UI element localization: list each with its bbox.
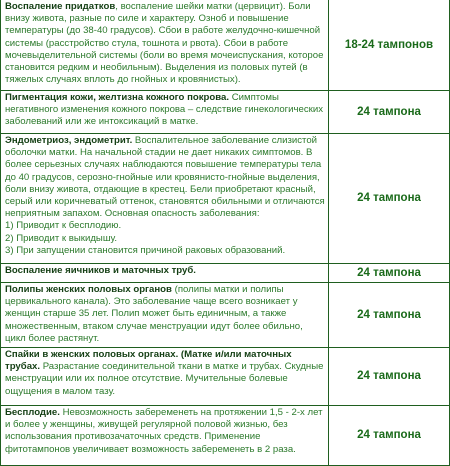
condition-description — [1, 91, 329, 134]
condition-description — [1, 348, 329, 406]
condition-description — [1, 283, 329, 348]
condition-description — [1, 264, 329, 283]
table-row — [1, 264, 450, 283]
condition-description — [1, 406, 329, 466]
condition-title: Полипы женских половых органов — [5, 284, 172, 295]
condition-title: Бесплодие. — [5, 407, 60, 419]
tampon-count: 24 тампона — [329, 406, 450, 466]
condition-description — [1, 0, 329, 91]
condition-text: , воспаление шейки матки (цервицит). Боли внизу живота, разные по силе и характеру. Озноб и повышение температуры (до 38-40 градусов). Сбои в работе желудочно-кишечной системы (расстройство стула, тошнота и рвота). Сбои в работе мочевыделительной системы (боли во время мочеиспускания, которое становится редким и необильным). Выделения из половых путей (в тяжелых случаях вплоть до гнойных и кровянистых). — [5, 1, 324, 86]
condition-text: Симптомы негативного изменения кожного покрова – следствие гинекологических заболеваний или же интоксикаций в матке. — [5, 92, 323, 128]
table-row — [1, 283, 450, 348]
list-item: 2) Приводит к выкидышу. — [5, 232, 118, 244]
list-item: 1) Приводит к бесплодию. — [5, 220, 122, 232]
condition-text: Воспалительное заболевание слизистой оболочки матки. На начальной стадии не дает никаких симптомов. В более серьезных случаях наблюдаются повышение температуры тела до 40 градусов, серозно-гнойные или кровянисто-гнойные выделения, боли внизу живота, отдающие в крестец. Бели приобретают красный, серый или коричневатый оттенок, становятся обильными и отличаются неприятным запахом. Основная опасность заболевания: — [5, 135, 325, 220]
table-row — [1, 91, 450, 134]
condition-description — [1, 134, 329, 264]
condition-title: Эндометриоз, эндометрит. — [5, 135, 133, 146]
condition-title: Воспаление придатков — [5, 1, 116, 12]
tampon-count: 24 тампона — [329, 348, 450, 406]
tampon-count: 24 тампона — [329, 91, 450, 134]
table-row — [1, 348, 450, 406]
tampon-count: 24 тампона — [329, 134, 450, 264]
condition-title: Пигментация кожи, желтизна кожного покрова. — [5, 92, 230, 103]
condition-text: (полипы матки и полипы цервикального канала). Это заболевание чаще всего возникает у женщин старше 35 лет. Полип может быть единичным, а также множественным, втаком случае менструации идут более обильно, цикл более растянут. — [5, 284, 303, 344]
list-item: 3) При запущении становится причиной раковых образований. — [5, 244, 286, 256]
tampon-count: 18-24 тампонов — [329, 0, 450, 91]
condition-text: Разрастание соединительной ткани в матке и трубах. Скудные менструации или их полное отсутствие. Мучительные болевые ощущения в малом тазу. — [5, 361, 324, 397]
table-row — [1, 0, 450, 91]
tampon-count: 24 тампона — [329, 283, 450, 348]
table-row — [1, 406, 450, 466]
condition-title: Воспаление яичников и маточных труб. — [5, 265, 196, 276]
condition-title: Спайки в женских половых органах. (Матке и/или маточных трубах. — [5, 349, 292, 373]
tampon-count: 24 тампона — [329, 264, 450, 283]
condition-text: Невозможность забеременеть на протяжении 1,5 - 2-х лет и более у женщины, живущей регулярной половой жизнью, без использования противозачаточных средств. Применение фитотампонов увеличивает возможность забеременеть в 2 раза. — [5, 407, 323, 455]
table-row — [1, 134, 450, 264]
